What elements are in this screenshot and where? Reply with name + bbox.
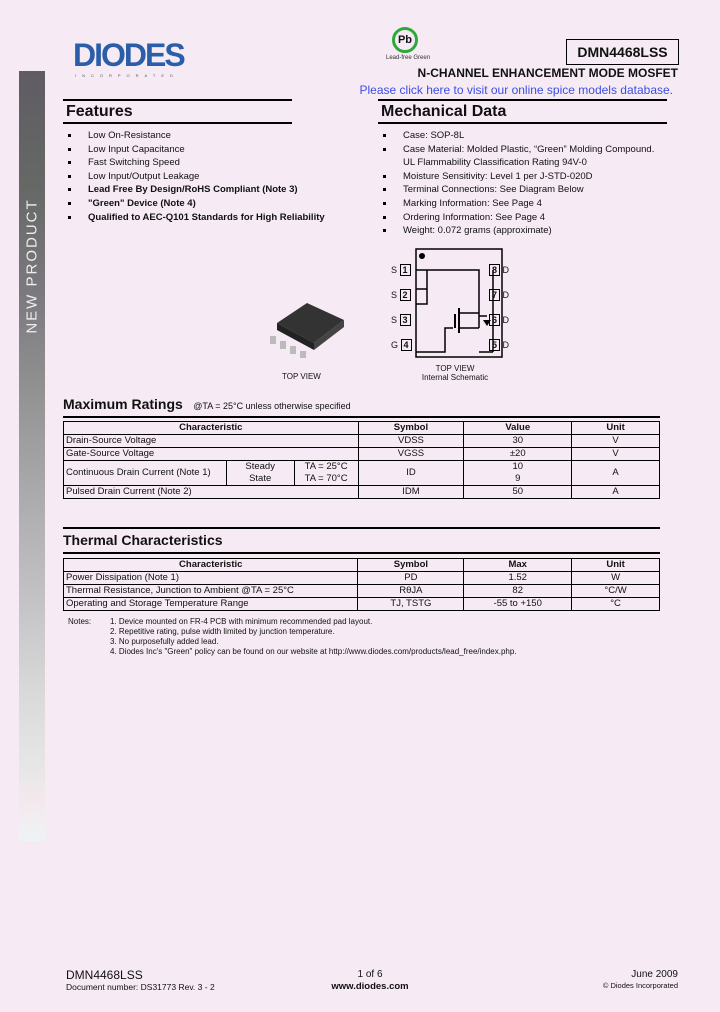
left-pins: [391, 258, 412, 358]
pin-1: S 1: [391, 258, 412, 283]
table-row: Continuous Drain Current (Note 1) Steady State TA = 25°C TA = 70°C ID 10 9 A: [64, 461, 660, 486]
mechanical-list: [378, 129, 667, 238]
list-item: "Green" Device (Note 4): [63, 197, 363, 211]
pin-2: S 2: [391, 283, 412, 308]
table-row: Operating and Storage Temperature Range TJ, TSTG -55 to +150 °C: [64, 598, 660, 611]
footer-center: 1 of 6 www.diodes.com: [300, 968, 440, 993]
list-item: Ordering Information: See Page 4: [378, 211, 667, 225]
max-ratings-heading: Maximum Ratings @TA = 25°C unless otherwise specified: [63, 396, 660, 418]
max-ratings-table: [63, 421, 660, 499]
list-item: Case: SOP-8L: [378, 129, 667, 143]
pin-7: 7 D: [489, 283, 509, 308]
new-product-sidebar: [19, 71, 45, 841]
thermal-table: [63, 558, 660, 611]
logo-subtitle: INCORPORATED: [75, 73, 179, 78]
schematic-caption: TOP VIEW Internal Schematic: [421, 364, 489, 382]
mechanical-title: Mechanical Data: [378, 99, 667, 124]
list-item: Fast Switching Speed: [63, 156, 363, 170]
list-item: Moisture Sensitivity: Level 1 per J-STD-020D: [378, 170, 667, 184]
list-item: Weight: 0.072 grams (approximate): [378, 224, 667, 238]
package-caption: TOP VIEW: [282, 372, 321, 381]
table-row: Power Dissipation (Note 1) PD 1.52 W: [64, 572, 660, 585]
list-item: Lead Free By Design/RoHS Compliant (Note 3): [63, 183, 363, 197]
footer-right: June 2009 © Diodes Incorporated: [602, 969, 678, 990]
part-number: DMN4468LSS: [566, 39, 679, 65]
mechanical-section: [378, 99, 667, 238]
table-header-row: Characteristic Symbol Value Unit: [64, 422, 660, 435]
list-item: Low Input/Output Leakage: [63, 170, 363, 184]
table-row: Pulsed Drain Current (Note 2) IDM 50 A: [64, 486, 660, 499]
note: 1. Device mounted on FR-4 PCB with minimum recommended pad layout.: [110, 617, 373, 626]
note: 4. Diodes Inc's "Green" policy can be found on our website at http://www.diodes.com/products/lead_free/index.php.: [110, 647, 517, 656]
list-item: Qualified to AEC-Q101 Standards for High Reliability: [63, 211, 363, 225]
list-item: Low Input Capacitance: [63, 143, 363, 157]
features-title: Features: [63, 99, 292, 124]
note: 3. No purposefully added lead.: [110, 637, 219, 646]
lead-free-icon: Pb: [392, 27, 418, 53]
note: 2. Repetitive rating, pulse width limited by junction temperature.: [110, 627, 335, 636]
table-row: Gate-Source Voltage VGSS ±20 V: [64, 448, 660, 461]
sop8-package-image: [262, 298, 352, 358]
right-pins: [489, 258, 509, 358]
list-item: Case Material: Molded Plastic, “Green” Molding Compound. UL Flammability Classification Rating 94V-0: [378, 143, 667, 170]
lead-free-label: Lead-free Green: [386, 55, 431, 61]
pin-6: 6 D: [489, 308, 509, 333]
list-item: Terminal Connections: See Diagram Below: [378, 183, 667, 197]
pin-8: 8 D: [489, 258, 509, 283]
thermal-heading: Thermal Characteristics: [63, 527, 660, 554]
table-row: Thermal Resistance, Junction to Ambient @TA = 25°C RθJA 82 °C/W: [64, 585, 660, 598]
website-link[interactable]: www.diodes.com: [331, 981, 409, 992]
spice-models-link[interactable]: Please click here to visit our online spice models database.: [359, 83, 673, 97]
list-item: Marking Information: See Page 4: [378, 197, 667, 211]
table-header-row: Characteristic Symbol Max Unit: [64, 559, 660, 572]
pin-5: 5 D: [489, 333, 509, 358]
pin-4: G 4: [391, 333, 412, 358]
footer-left: DMN4468LSS Document number: DS31773 Rev. 3 - 2: [66, 968, 215, 992]
features-list: [63, 129, 363, 224]
diodes-logo: DIODES: [73, 37, 184, 73]
sidebar-label: NEW PRODUCT: [23, 198, 41, 334]
notes-label: Notes:: [68, 617, 92, 626]
list-item: Low On-Resistance: [63, 129, 363, 143]
notes-list: [110, 617, 517, 657]
pin-3: S 3: [391, 308, 412, 333]
table-row: Drain-Source Voltage VDSS 30 V: [64, 435, 660, 448]
features-section: [63, 99, 325, 224]
device-subtitle: N-CHANNEL ENHANCEMENT MODE MOSFET: [417, 66, 678, 80]
